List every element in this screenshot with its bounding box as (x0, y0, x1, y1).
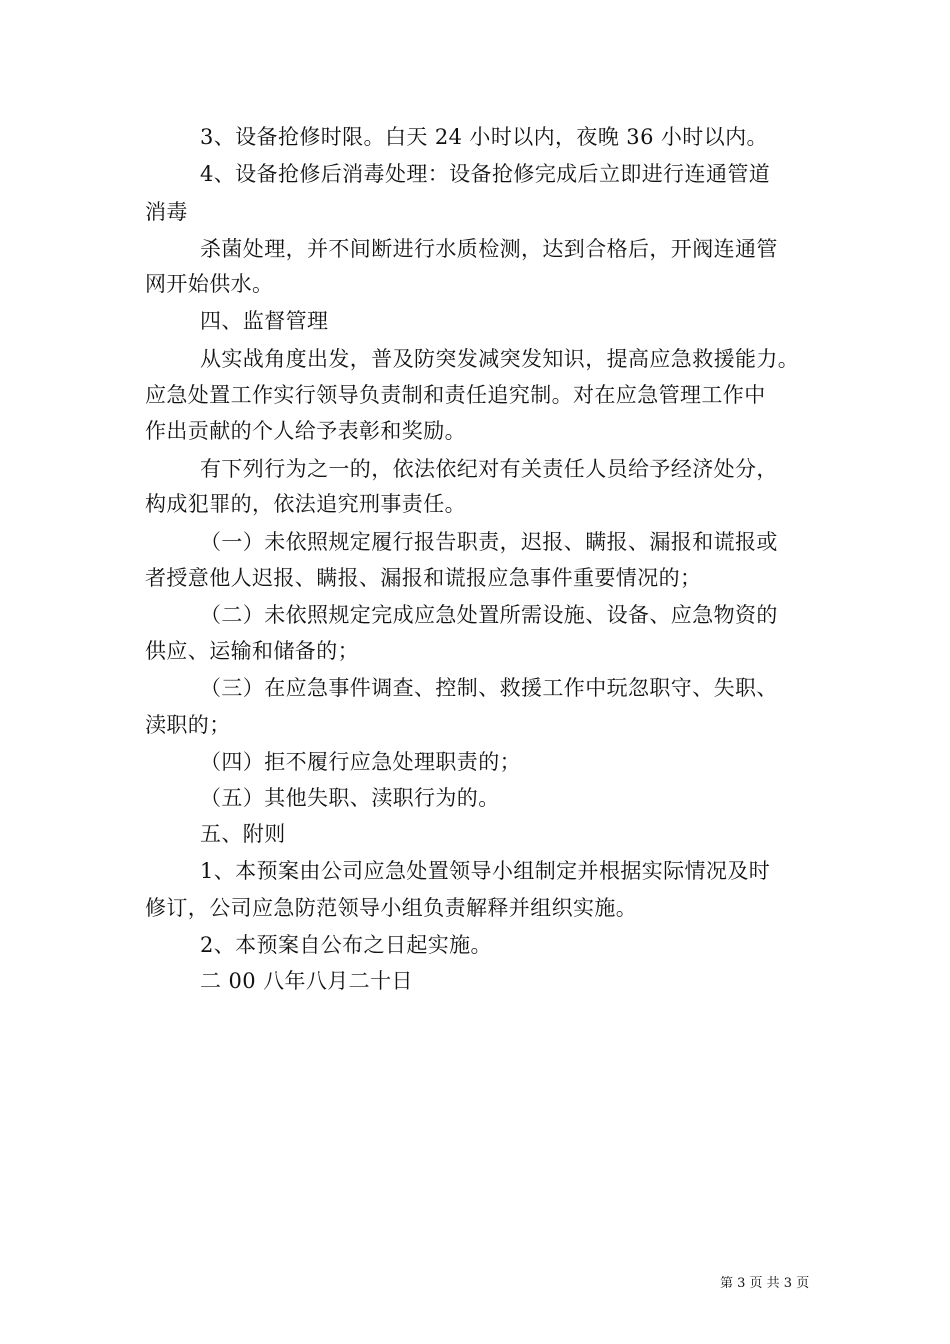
list-item: （四）拒不履行应急处理职责的； (200, 750, 521, 774)
text-line: 1、本预案由公司应急处置领导小组制定并根据实际情况及时 (200, 859, 771, 883)
list-item: （一）未依照规定履行报告职责，迟报、瞒报、漏报和谎报或 (200, 530, 778, 554)
list-item: （二）未依照规定完成应急处置所需设施、设备、应急物资的 (200, 603, 778, 627)
list-item: （五）其他失职、渎职行为的。 (200, 786, 500, 810)
text-line: 构成犯罪的，依法追究刑事责任。 (145, 492, 466, 516)
text-line: 3、设备抢修时限。白天 24 小时以内，夜晚 36 小时以内。 (200, 125, 768, 149)
list-item: （三）在应急事件调查、控制、救援工作中玩忽职守、失职、 (200, 676, 778, 700)
text-line: 网开始供水。 (145, 272, 274, 296)
text-line: 应急处置工作实行领导负责制和责任追究制。对在应急管理工作中 (145, 383, 766, 407)
text-line: 修订，公司应急防范领导小组负责解释并组织实施。 (145, 896, 638, 920)
page-number-footer: 第 3 页 共 3 页 (720, 1276, 810, 1291)
text-line: 从实战角度出发，普及防突发减突发知识，提高应急救援能力。 (200, 347, 800, 371)
section-heading: 五、附则 (200, 822, 286, 846)
date-line: 二 00 八年八月二十日 (200, 969, 413, 993)
text-line: 杀菌处理，并不间断进行水质检测，达到合格后，开阀连通管 (200, 237, 778, 261)
section-heading: 四、监督管理 (200, 309, 329, 333)
text-line: 消毒 (145, 200, 188, 224)
text-line: 供应、运输和储备的； (145, 639, 359, 663)
text-line: 有下列行为之一的，依法依纪对有关责任人员给予经济处分， (200, 457, 778, 481)
text-line: 者授意他人迟报、瞒报、漏报和谎报应急事件重要情况的； (145, 566, 702, 590)
text-line: 2、本预案自公布之日起实施。 (200, 933, 492, 957)
text-line: 渎职的； (145, 713, 231, 737)
text-line: 4、设备抢修后消毒处理：设备抢修完成后立即进行连通管道 (200, 162, 771, 186)
text-line: 作出贡献的个人给予表彰和奖励。 (145, 419, 466, 443)
